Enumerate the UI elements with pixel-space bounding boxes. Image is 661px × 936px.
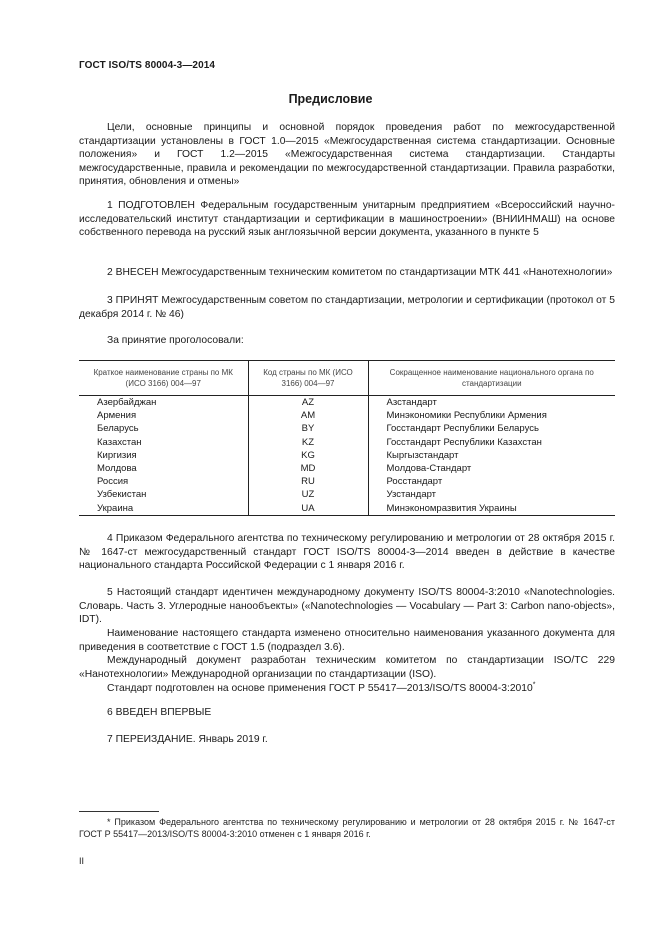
footnote-divider xyxy=(79,811,159,812)
column-header-country: Краткое наименование страны по МК (ИСО 3166) 004—97 xyxy=(79,361,248,396)
country-name: Казахстан xyxy=(97,436,142,448)
page-title: Предисловие xyxy=(288,92,373,106)
table-row xyxy=(79,488,615,501)
standards-body: Азстандарт xyxy=(368,396,615,410)
country-name: Украина xyxy=(79,502,248,516)
item-6-introduced: 6 ВВЕДЕН ВПЕРВЫЕ xyxy=(107,707,212,718)
standards-body: Госстандарт Республики Казахстан xyxy=(368,436,615,449)
item-1-prepared: 1 ПОДГОТОВЛЕН Федеральным государственным унитарным предприятием «Всероссийский научно-исследовательский институт стандартизации и сертификации в машиностроении» (ВНИИНМАШ) на основе собственного перевода на русский язык англоязычной версии документа, указанного в пункте 5 xyxy=(79,200,615,239)
column-header-authority: Сокращенное наименование национального органа по стандартизации xyxy=(368,361,615,396)
standards-body: Узстандарт xyxy=(368,488,615,501)
table-row xyxy=(79,502,615,516)
standards-body: Минэкономики Республики Армения xyxy=(368,409,615,422)
table-row xyxy=(79,449,615,462)
country-name: Азербайджан xyxy=(97,397,157,408)
item-7-reissue: 7 ПЕРЕИЗДАНИЕ. Январь 2019 г. xyxy=(107,734,268,745)
standards-body: Кыргызстандарт xyxy=(368,449,615,462)
standards-body: Минэкономразвития Украины xyxy=(368,502,615,516)
voting-table xyxy=(79,360,615,516)
country-code: MD xyxy=(248,462,368,475)
footnote-marker: * xyxy=(532,681,536,689)
country-code: BY xyxy=(248,422,368,435)
item-2-submitted: 2 ВНЕСЕН Межгосударственным техническим комитетом по стандартизации МТК 441 «Нанотехнологии» xyxy=(107,267,613,278)
country-name: Узбекистан xyxy=(97,489,147,501)
item-5-developer: Международный документ разработан техническим комитетом по стандартизации ISO/TC 229 «Нанотехнологии» Международной организации по стандартизации (ISO). xyxy=(79,655,615,680)
standards-body: Молдова-Стандарт xyxy=(368,462,615,475)
standards-body: Госстандарт Республики Беларусь xyxy=(368,422,615,435)
item-4-order: 4 Приказом Федерального агентства по техническому регулированию и метрологии от 28 октября 2015 г. № 1647-ст межгосударственный стандарт ГОСТ ISO/TS 80004-3—2014 введен в действие в качестве национального стандарта Российской Федерации с 1 января 2016 г. xyxy=(79,533,615,572)
country-code: UZ xyxy=(248,488,368,501)
country-code: KG xyxy=(248,449,368,462)
document-header: ГОСТ ISO/TS 80004-3—2014 xyxy=(79,60,216,71)
column-header-code: Код страны по МК (ИСО 3166) 004—97 xyxy=(248,361,368,396)
item-5-identical: 5 Настоящий стандарт идентичен международному документу ISO/TS 80004-3:2010 «Nanotechnologies. Словарь. Часть 3. Углеродные нанообъекты» («Nanotechnologies — Vocabulary — Part 3: Carbon nano-objects», IDT). xyxy=(79,587,615,626)
basis-text: Стандарт подготовлен на основе применения ГОСТ Р 55417—2013/ISO/TS 80004-3:2010 xyxy=(107,683,533,694)
country-code: AM xyxy=(248,409,368,422)
table-row xyxy=(79,396,615,410)
standards-body: Росстандарт xyxy=(368,475,615,488)
item-3-adopted: 3 ПРИНЯТ Межгосударственным советом по стандартизации, метрологии и сертификации (протокол от 5 декабря 2014 г. № 46) xyxy=(79,295,615,320)
country-name: Армения xyxy=(97,410,137,422)
table-header-row xyxy=(79,361,615,396)
country-code: KZ xyxy=(248,436,368,449)
page-number: II xyxy=(79,856,85,866)
country-name: Молдова xyxy=(97,463,137,475)
country-code: RU xyxy=(248,475,368,488)
item-5-basis xyxy=(79,682,615,696)
table-row xyxy=(79,462,615,475)
table-row xyxy=(79,422,615,435)
vote-label: За принятие проголосовали: xyxy=(107,335,244,346)
country-code: UA xyxy=(248,502,368,516)
country-name: Беларусь xyxy=(97,423,139,435)
intro-paragraph: Цели, основные принципы и основной порядок проведения работ по межгосударственной стандартизации установлены в ГОСТ 1.0—2015 «Межгосударственная система стандартизации. Основные положения» и ГОСТ 1.2—2015 «Межгосударственная система стандартизации. Стандарты межгосударственные, правила и рекомендации по межгосударственной стандартизации. Правила разработки, принятия, обновления и отмены» xyxy=(79,122,615,188)
country-name: Киргизия xyxy=(97,449,137,461)
table-row xyxy=(79,409,615,422)
table-row xyxy=(79,436,615,449)
item-5-name-change: Наименование настоящего стандарта изменено относительно наименования указанного документа для приведения в соответствие с ГОСТ 1.5 (подраздел 3.6). xyxy=(79,628,615,653)
footnote: * Приказом Федерального агентства по техническому регулированию и метрологии от 28 октября 2015 г. № 1647-ст ГОСТ Р 55417—2013/ISO/TS 80004-3:2010 отменен с 1 января 2016 г. xyxy=(79,817,615,839)
table-row xyxy=(79,475,615,488)
country-name: Россия xyxy=(97,476,129,488)
country-code: AZ xyxy=(248,396,368,410)
